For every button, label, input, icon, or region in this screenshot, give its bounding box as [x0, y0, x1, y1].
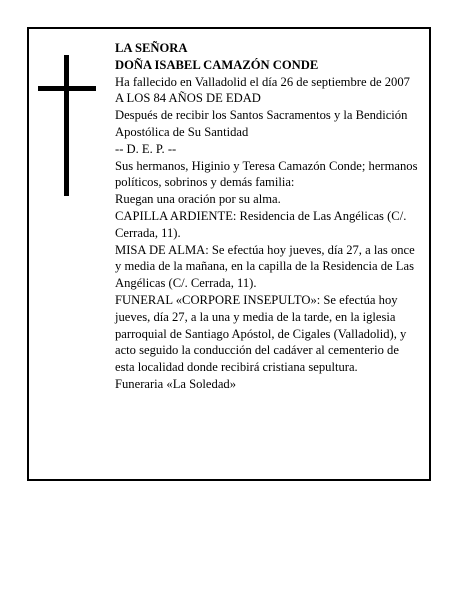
death-info: Ha fallecido en Valladolid el día 26 de septiembre de 2007: [115, 74, 410, 89]
mass-line: MISA DE ALMA: Se efectúa hoy jueves, día 27, a las once y media de la mañana, en la capilla de la Residencia de Las Angélicas (C/. Cerrada, 11).: [115, 242, 415, 291]
cross-icon-bar: [38, 86, 96, 91]
chapel-line: CAPILLA ARDIENTE: Residencia de Las Angélicas (C/. Cerrada, 11).: [115, 208, 407, 240]
funeral-line: FUNERAL «CORPORE INSEPULTO»: Se efectúa hoy jueves, día 27, a la una y media de la tarde, en la iglesia parroquial de Santiago Apóstol, de Cigales (Valladolid), y acto seguido la conducción del cadáver al cementerio de esta localidad donde recibirá cristiana sepultura.: [115, 292, 407, 375]
cross-icon: [64, 55, 69, 196]
family-line: Sus hermanos, Higinio y Teresa Camazón Conde; hermanos políticos, sobrinos y demás familia:: [115, 158, 418, 190]
notice-title: LA SEÑORA: [115, 41, 188, 55]
prayer-line: Ruegan una oración por su alma.: [115, 192, 281, 207]
age-line: A LOS 84 AÑOS DE EDAD: [115, 91, 261, 106]
funeral-home-line: Funeraria «La Soledad»: [115, 376, 236, 391]
deceased-name: DOÑA ISABEL CAMAZÓN CONDE: [115, 57, 319, 72]
sacraments-line: Después de recibir los Santos Sacramentos y la Bendición Apostólica de Su Santidad: [115, 108, 408, 139]
rip-line: -- D. E. P. --: [115, 141, 177, 156]
obituary-text: [115, 40, 421, 393]
